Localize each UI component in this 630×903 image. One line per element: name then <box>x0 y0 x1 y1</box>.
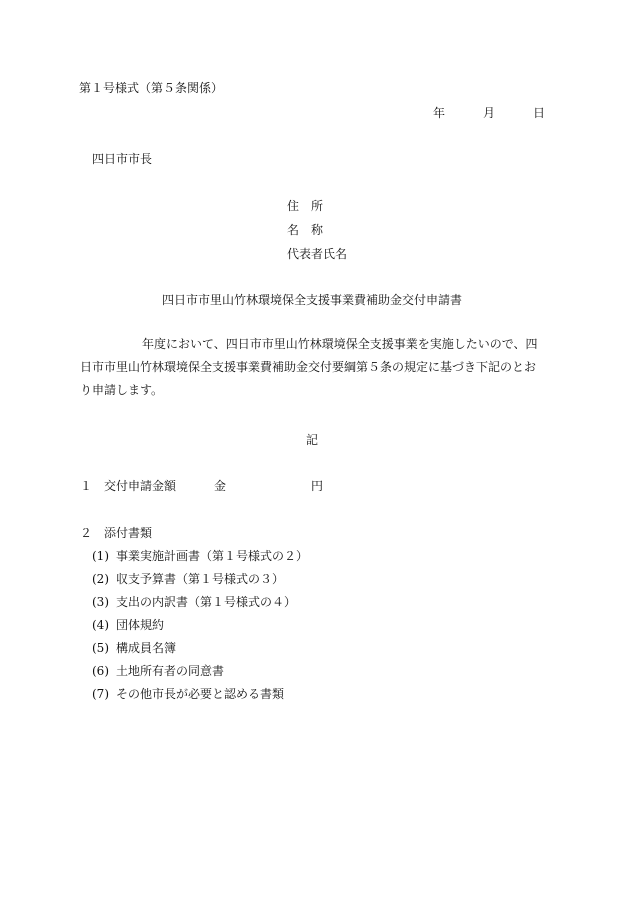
list-item <box>92 573 308 596</box>
item2-label: 添付書類 <box>104 526 153 540</box>
attachment-number: (2) <box>92 572 109 586</box>
list-item <box>92 596 308 619</box>
attachment-number: (5) <box>92 641 109 655</box>
applicant-name-label: 名 称 <box>287 223 324 237</box>
list-item <box>92 688 308 711</box>
applicant-address-label: 住 所 <box>287 199 324 213</box>
attachment-number: (6) <box>92 664 109 678</box>
attachment-text: 事業実施計画書（第１号様式の２） <box>116 549 309 563</box>
amount-kin-label: 金 <box>214 479 227 493</box>
application-body-text <box>80 338 547 407</box>
list-item <box>92 642 308 665</box>
attachment-text: 収支予算書（第１号様式の３） <box>116 572 285 586</box>
attachment-text: その他市長が必要と認める書類 <box>116 687 285 701</box>
item1-label: 交付申請金額 <box>104 479 177 493</box>
item1-number: １ <box>80 479 93 493</box>
list-item <box>92 550 308 573</box>
item2-number: ２ <box>80 526 93 540</box>
document-title: 四日市市里山竹林環境保全支援事業費補助金交付申請書 <box>162 293 463 307</box>
amount-yen-label: 円 <box>311 479 324 493</box>
attachment-text: 支出の内訳書（第１号様式の４） <box>116 595 297 609</box>
addressee: 四日市市長 <box>92 152 153 166</box>
ki-heading: 記 <box>306 433 319 447</box>
list-item <box>92 619 308 642</box>
list-item <box>92 665 308 688</box>
date-month-label: 月 <box>483 106 496 120</box>
applicant-representative-label: 代表者氏名 <box>287 247 348 261</box>
attachment-text: 団体規約 <box>116 618 165 632</box>
attachment-text: 土地所有者の同意書 <box>116 664 225 678</box>
body-line: 日市市里山竹林環境保全支援事業費補助金交付要綱第５条の規定に基づき下記のとお <box>80 360 537 374</box>
attachment-number: (4) <box>92 618 109 632</box>
body-line: 年度において、四日市市里山竹林環境保全支援事業を実施したいので、四 <box>142 337 538 351</box>
attachment-number: (3) <box>92 595 109 609</box>
attachment-text: 構成員名簿 <box>116 641 177 655</box>
form-number: 第１号様式（第５条関係） <box>79 81 224 95</box>
attachment-list <box>92 550 308 711</box>
attachment-number: (7) <box>92 687 109 701</box>
date-year-label: 年 <box>433 106 446 120</box>
date-day-label: 日 <box>533 106 546 120</box>
attachment-number: (1) <box>92 549 109 563</box>
body-line: り申請します。 <box>80 383 164 397</box>
